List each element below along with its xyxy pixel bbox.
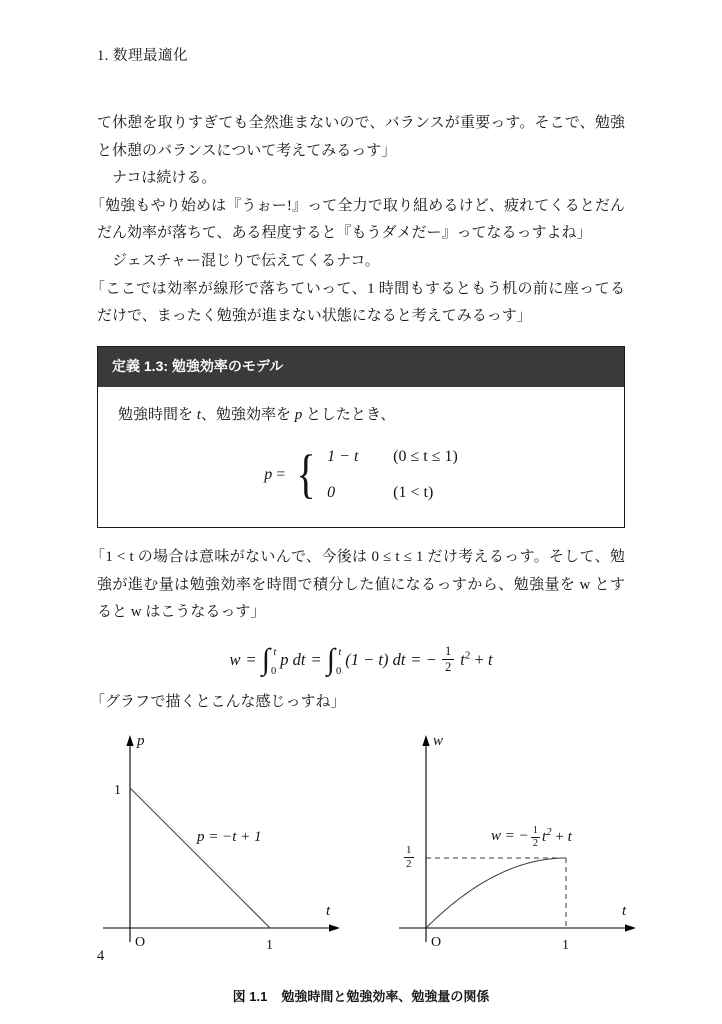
integral-limits <box>271 643 276 677</box>
fraction <box>531 825 540 850</box>
origin-label: O <box>431 935 442 951</box>
integrand: (1 − t) dt <box>345 649 406 669</box>
case-row <box>327 442 458 471</box>
integrand: p dt <box>280 649 306 669</box>
math-var-t: t <box>196 406 201 423</box>
math-var-p: p <box>294 406 303 423</box>
case-value: 1 − t <box>327 448 359 466</box>
cases-brace: { <box>296 443 316 504</box>
equation-prefix: w = − <box>491 828 529 845</box>
intro-text: 、勉強効率を <box>200 406 295 423</box>
paragraph: ジェスチャー混じりで伝えてくるナコ。 <box>112 252 380 269</box>
integral-sign: ∫ <box>326 642 335 676</box>
equation-tail <box>542 822 572 852</box>
paragraph: 「グラフで描くとこんな感じっすね」 <box>90 693 346 710</box>
plus-sign: + <box>555 829 564 846</box>
lower-limit: 0 <box>271 666 277 678</box>
y-tick-half <box>404 844 414 870</box>
integral-limits <box>336 643 341 677</box>
graph-efficiency <box>95 728 329 965</box>
x-tick-1: 1 <box>562 938 569 954</box>
equals-sign: = <box>311 649 321 669</box>
case-row <box>327 478 458 507</box>
y-tick-1: 1 <box>114 783 121 799</box>
paragraph: ナコは続ける。 <box>112 170 217 187</box>
math-var-t: t <box>567 829 572 846</box>
definition-box-header <box>98 347 624 387</box>
paragraph: 「ここでは効率が線形で落ちていって、1 時間もするともう机の前に座ってるだけで、まったく勉強が進まない状態になると考えてみるっす」 <box>90 280 625 325</box>
page-number: 4 <box>97 948 105 964</box>
upper-limit: t <box>338 646 342 658</box>
definition-box-title: 定義 1.3: 勉強効率のモデル <box>112 357 284 374</box>
denominator: 2 <box>406 857 412 870</box>
fraction <box>442 644 454 675</box>
equals-sign: = <box>411 649 421 669</box>
origin-label: O <box>135 935 146 951</box>
paragraph: 「勉強もやり始めは『うぉー!』って全力で取り組めるけど、疲れてくるとだんだん効率が落ちて、ある程度すると『もうダメだー』ってなるっすよね」 <box>90 197 625 242</box>
x-axis-label: t <box>326 903 331 920</box>
definition-box-body <box>98 387 624 527</box>
figure-graphs <box>95 728 625 965</box>
definition-box <box>97 346 625 528</box>
definition-intro <box>118 402 604 430</box>
numerator: 1 <box>406 844 412 857</box>
exponent: 2 <box>546 826 552 839</box>
graph-amount <box>391 728 625 965</box>
integral-term <box>327 643 406 677</box>
math-var-t: t <box>542 829 547 846</box>
x-axis-label: t <box>622 903 627 920</box>
caption-label: 図 1.1 <box>232 989 268 1005</box>
integral-formula <box>97 643 625 677</box>
body-text <box>90 110 627 1009</box>
intro-text: 勉強時間を <box>118 406 197 423</box>
x-tick-1: 1 <box>266 938 273 954</box>
equals-sign: = <box>246 649 256 669</box>
chapter-header: 1. 数理最適化 <box>97 48 188 64</box>
equals-sign: = <box>276 465 286 483</box>
piecewise-formula <box>118 442 604 507</box>
denominator: 2 <box>532 837 538 849</box>
math-var-p: p <box>264 465 273 483</box>
intro-text: としたとき、 <box>302 406 396 423</box>
y-axis-label: w <box>433 733 444 750</box>
equation-label: p = −t + 1 <box>197 829 262 846</box>
lower-limit: 0 <box>336 666 342 678</box>
formula-tail <box>460 645 492 675</box>
caption-text: 勉強時間と勉強効率、勉強量の関係 <box>281 989 490 1005</box>
case-condition: (1 < t) <box>393 483 434 501</box>
exponent: 2 <box>464 649 471 662</box>
math-var-t: t <box>487 649 493 669</box>
y-axis-label: p <box>137 733 145 750</box>
math-var-t: t <box>460 649 465 669</box>
denominator: 2 <box>445 660 452 675</box>
integral-term <box>262 643 306 677</box>
math-var-w: w <box>229 649 241 669</box>
upper-limit: t <box>273 646 277 658</box>
minus-sign: − <box>426 649 437 669</box>
plus-sign: + <box>474 649 484 669</box>
paragraph: て休憩を取りすぎても全然進まないので、バランスが重要っす。そこで、勉強と休憩のバランスについて考えてみるっす」 <box>97 115 625 159</box>
cases-rows <box>327 442 458 507</box>
case-condition: (0 ≤ t ≤ 1) <box>393 448 458 466</box>
integral-sign: ∫ <box>261 642 270 676</box>
figure-caption <box>97 985 625 1009</box>
paragraph: 「1 < t の場合は意味がないんで、今後は 0 ≤ t ≤ 1 だけ考えるっす。そして、勉強が進む量は勉強効率を時間で積分した値になるっすから、勉強量を w とすると w はこうなるっす」 <box>90 548 625 621</box>
numerator: 1 <box>442 644 454 660</box>
case-value: 0 <box>327 483 336 501</box>
numerator: 1 <box>531 825 540 838</box>
equation-label <box>491 822 572 852</box>
